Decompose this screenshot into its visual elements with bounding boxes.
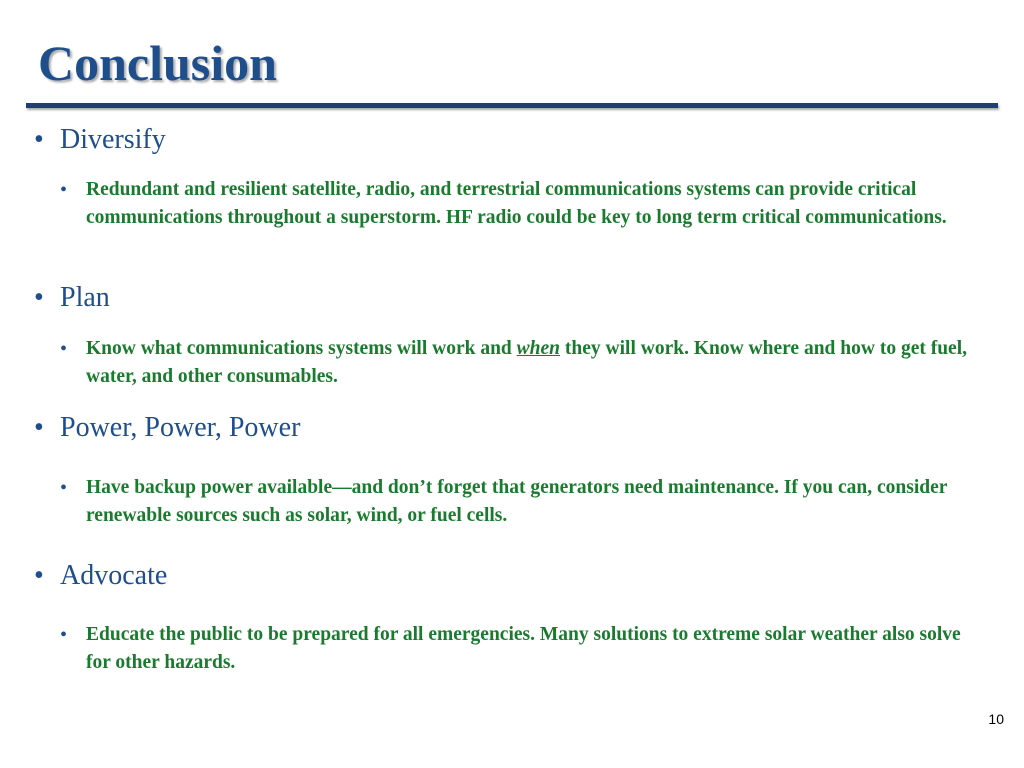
bullet-icon: •	[60, 624, 68, 646]
bullet-icon: •	[60, 338, 68, 360]
sub-bullet-plan	[60, 335, 970, 391]
section-heading-power	[34, 414, 300, 442]
bullet-icon: •	[60, 477, 68, 499]
sub-bullet-advocate	[60, 621, 990, 677]
sub-bullet-diversify	[60, 176, 1010, 232]
section-heading-label: Diversify	[60, 124, 166, 155]
section-heading-label: Power, Power, Power	[60, 412, 301, 443]
bullet-icon: •	[34, 560, 44, 591]
section-heading-advocate	[34, 562, 167, 590]
bullet-icon: •	[34, 412, 44, 443]
sub-bullet-text-end: they will work. Know where and how to get fuel, water, and other consumables.	[86, 338, 967, 387]
sub-bullet-text-start: Know what communications systems will work and	[86, 338, 517, 359]
bullet-icon: •	[34, 124, 44, 155]
sub-bullet-text: Redundant and resilient satellite, radio, and terrestrial communications systems can provide critical communications throughout a superstorm. HF radio could be key to long term critical communications.	[86, 179, 947, 228]
slide-title: Conclusion	[38, 35, 277, 91]
title-divider	[26, 103, 998, 108]
sub-bullet-power	[60, 474, 1000, 530]
section-heading-label: Plan	[60, 282, 110, 313]
sub-bullet-text	[86, 335, 970, 391]
bullet-icon: •	[34, 282, 44, 313]
emphasized-word: when	[516, 338, 561, 359]
sub-bullet-text: Have backup power available—and don’t forget that generators need maintenance. If you can, consider renewable sources such as solar, wind, or fuel cells.	[86, 477, 948, 526]
section-heading-label: Advocate	[60, 560, 168, 591]
section-heading-plan	[34, 284, 110, 312]
sub-bullet-text: Educate the public to be prepared for all emergencies. Many solutions to extreme solar weather also solve for other hazards.	[86, 624, 961, 673]
section-heading-diversify	[34, 126, 166, 154]
page-number: 10	[988, 711, 1004, 727]
bullet-icon: •	[60, 179, 68, 201]
